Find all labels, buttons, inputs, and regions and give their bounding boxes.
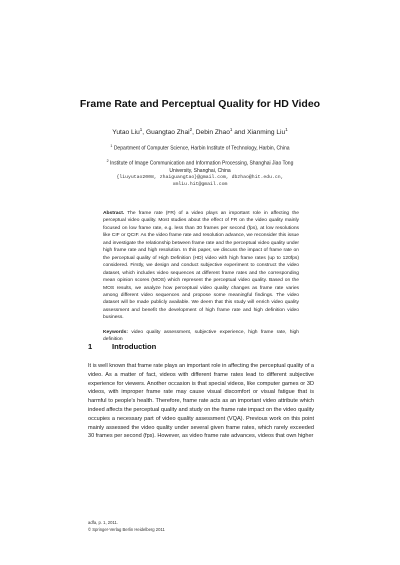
author-affil-mark: 1	[285, 127, 288, 132]
affiliation-text: Institute of Image Communication and Information Processing, Shanghai Jiao Tong University, Shanghai, China	[110, 160, 294, 174]
section-number: 1	[88, 342, 93, 351]
author-emails: {liuyutao2008, zhaiguangtao}@gmail.com, dbzhao@hit.edu.cn, xmliu.hit@gmail.com	[116, 175, 284, 188]
section-heading	[88, 342, 156, 351]
introduction-paragraph: It is well known that frame rate plays an important role in affecting the perceptual quality of a video. As a matter of fact, videos with different frame rates lead to different subjective experience for viewers. Another occasion is that special videos, like computer games or 3D videos, with improper frame rate may cause visual discomfort or visual fatigue that is harmful to people’s health. Therefore, frame rate acts as an important video attribute which indeed affects the perceptual quality and study on the frame rate impact on the video quality occupies a necessary part of video quality assessment (VQA). Previous work on this point mainly assessed the video quality under several given frame rates, which rarely exceeded 30 frames per second (fps). However, as video frame rate advances, videos that own higher	[88, 363, 314, 440]
author-name: Guangtao Zhai	[145, 129, 190, 137]
section-title: Introduction	[112, 342, 157, 351]
author-affil-mark: 2	[189, 127, 193, 132]
author-affil-mark: 1	[139, 127, 143, 132]
abstract-paragraph	[103, 210, 299, 322]
author-name: Debin Zhao	[195, 129, 230, 137]
affiliation-text: Department of Computer Science, Harbin Institute of Technology, Harbin, China	[113, 145, 290, 152]
author-list	[0, 127, 400, 136]
abstract-block	[103, 210, 299, 344]
abstract-label: Abstract.	[103, 211, 125, 216]
copyright-footnote	[88, 519, 165, 533]
affiliation-mark: 2	[106, 159, 109, 163]
author-name: Xianming Liu	[247, 129, 286, 137]
author-separator: and	[232, 129, 248, 137]
keywords-text: video quality assessment, subjective experience, high frame rate, high definition	[103, 329, 300, 343]
abstract-text: The frame rate (FR) of a video plays an important role in affecting the perceptual video quality. Most studies about the effect of FR on the video quality mainly focused on low frame rate, e.g. less than 30 frames per second (fps), at low resolutions like CIF or QCIF. As the video frame rate and resolution advance, we reconsider this issue and investigate the relationship between frame rate and the perceptual video quality under high frame rate and high resolution. In this paper, we discuss the impact of frame rate on the perceptual quality of High Definition (HD) video with high frame rates (up to 120fps) considered. Firstly, we design and conduct subjective experiment to construct the video dataset, which includes video sequences at different frame rates and the corresponding mean opinion scores (MOS) which represent the perceptual video quality. Based on the MOS results, we analyze how perceptual video quality changes as frame rate varies among different video sequences and propose some meaningful findings. The video dataset will be made publicly available. We deem that this study will enrich video quality assessment and benefit the development of high frame rate and high definition video business.	[103, 211, 299, 321]
affiliation	[100, 143, 300, 153]
author-name: Yutao Liu	[112, 129, 140, 137]
author-separator: ,	[192, 129, 196, 137]
affiliation-mark: 1	[110, 144, 113, 148]
author-affil-mark: 1	[229, 127, 233, 132]
author-separator: ,	[142, 129, 146, 137]
affiliation	[100, 158, 300, 175]
footnote-line: © Springer-Verlag Berlin Heidelberg 2011	[88, 527, 165, 532]
footnote-line: adfa, p. 1, 2011.	[88, 520, 118, 525]
paper-title: Frame Rate and Perceptual Quality for HD Video	[79, 98, 321, 110]
keywords-label: Keywords:	[103, 329, 129, 335]
